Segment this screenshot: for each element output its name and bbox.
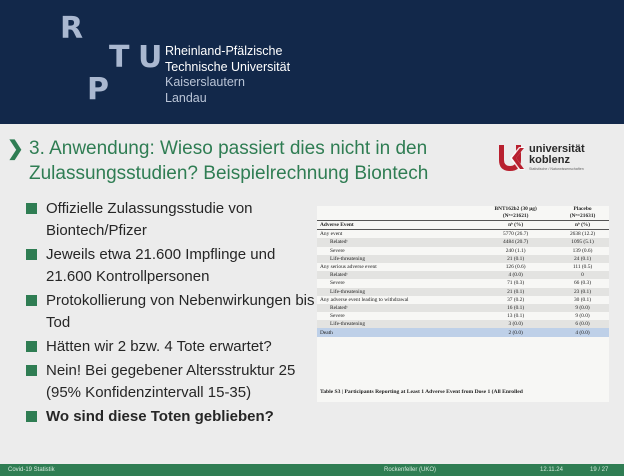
row-bnt-value: 37 (0.2) [507,296,525,303]
bullet-square-icon [26,411,37,422]
table-row [317,320,609,328]
slide-footer [0,464,624,476]
university-name-line4: Landau [165,90,207,105]
row-label: Severe [330,247,345,254]
slide-title-line2: Zulassungsstudien? Beispielrechnung Biontech [29,163,429,184]
table-row [317,255,609,263]
row-placebo-value: 6 (0.0) [556,320,609,328]
bullet-square-icon [26,203,37,214]
row-placebo-value: 24 (0.1) [556,255,609,263]
row-bnt-value: 4484 (20.7) [475,238,556,246]
row-bnt-value: 13 (0.1) [507,313,525,320]
table-row [317,230,609,239]
row-bnt-value: 3 (0.0) [475,320,556,328]
bullet-list [26,198,316,430]
rptu-logo-letter-p: P [87,72,109,107]
uni-koblenz-mark-icon [497,143,525,173]
university-name-line3: Kaiserslautern [165,75,245,89]
bullet-item [26,360,316,404]
row-placebo-value: 30 (0.1) [573,296,592,303]
bullet-item [26,406,316,428]
table-row [317,271,609,279]
table-subheader-row [317,221,609,230]
bullet-text: Hätten wir 2 bzw. 4 Tote erwartet? [46,338,272,355]
row-label: Relatedᶜ [317,304,475,312]
row-bnt-value: 21 (0.1) [475,255,556,263]
row-label: Life-threatening [317,255,475,263]
university-header [0,0,624,124]
table-row [317,288,609,296]
col-header-bnt [475,206,556,221]
bullet-text: Protokollierung von Nebenwirkungen bis Tod [46,292,315,331]
table-row [317,263,609,271]
uni-koblenz-logo [497,143,607,175]
col-header-placebo-line1: Placebo [573,206,592,212]
bullet-square-icon [26,249,37,260]
university-name-line1: Rheinland-Pfälzische [165,44,283,58]
row-label: Relatedᶜ [317,238,475,246]
row-label: Severe [330,313,345,320]
row-placebo-value: 4 (0.0) [556,328,609,336]
subheader-label: Adverse Event [317,221,475,230]
adverse-event-table [317,206,609,402]
bullet-text: Offizielle Zulassungsstudie von Biontech/Pfizer [46,200,253,239]
row-bnt-value: 126 (0.6) [505,264,526,271]
footer-page-number: 19 / 27 [590,467,609,473]
row-label: Any serious adverse event [320,264,377,271]
table-row-death [317,328,609,336]
bullet-item [26,244,316,288]
row-label: Life-threatening [317,288,475,296]
row-bnt-value: 5770 (26.7) [503,231,529,238]
table-row [317,279,609,287]
table-row [317,296,609,304]
row-placebo-value: 1095 (5.1) [556,238,609,246]
table-row [317,238,609,246]
uni-koblenz-wordmark [529,144,585,166]
row-label: Any event [320,231,343,238]
university-name [165,44,290,106]
row-bnt-value: 21 (0.1) [475,288,556,296]
bullet-square-icon [26,295,37,306]
col-header-bnt-line2: (Nᵃ=21621) [502,213,529,219]
row-placebo-value: 9 (0.0) [556,304,609,312]
logo-line1: universität [529,143,585,155]
row-placebo-value: 66 (0.3) [573,280,592,287]
table-row [317,304,609,312]
table-corner [317,206,475,221]
row-placebo-value: 2638 (12.2) [569,231,596,238]
row-label: Life-threatening [317,320,475,328]
bullet-text: Nein! Bei gegebener Altersstruktur 25 (95% Konfidenzintervall 15-35) [46,362,296,401]
row-placebo-value: 111 (0.5) [572,264,593,271]
rptu-logo-letter-r: R [60,11,84,46]
row-bnt-value: 240 (1.1) [505,247,526,254]
bullet-item [26,290,316,334]
row-bnt-value: 2 (0.0) [475,328,556,336]
bullet-square-icon [26,365,37,376]
logo-line2: koblenz [529,154,570,166]
row-bnt-value: 16 (0.1) [475,304,556,312]
row-placebo-value: 139 (0.6) [572,247,593,254]
row-bnt-value: 4 (0.0) [475,271,556,279]
row-label: Death [317,328,475,336]
footer-date: 12.11.24 [540,467,563,473]
bullet-square-icon [26,341,37,352]
university-name-line2: Technische Universität [165,59,291,74]
table-row [317,247,609,255]
slide-title [29,136,489,186]
bullet-item [26,336,316,358]
table-caption: Table S3 | Participants Reporting at Least 1 Adverse Event from Dose 1 (All Enrolled [320,389,523,395]
bullet-text: Jeweils etwa 21.600 Impflinge und 21.600 Kontrollpersonen [46,246,276,285]
row-placebo-value: 0 [556,271,609,279]
row-placebo-value: 9 (0.0) [575,313,590,320]
row-bnt-value: 71 (0.3) [507,280,525,287]
logo-subtitle: Statistische / Naturwissenschaften [529,167,584,171]
row-placebo-value: 23 (0.1) [556,288,609,296]
rptu-logo-letter-u: U [138,40,163,75]
footer-author: Rockenfeller (UKO) [384,467,437,473]
subheader-c2: nᵇ (%) [556,221,609,230]
table-row [317,312,609,320]
bullet-text: Wo sind diese Toten geblieben? [46,408,274,425]
footer-course: Covid-19 Statistik [8,467,55,473]
bullet-item [26,198,316,242]
rptu-logo-letter-t: T [109,40,130,75]
row-label: Any adverse event leading to withdrawal [320,296,409,303]
subheader-c1: nᵇ (%) [475,221,556,230]
col-header-bnt-line1: BNT162b2 (30 μg) [494,206,537,212]
title-chevron-icon: ❯ [7,138,24,160]
row-label: Severe [330,280,345,287]
col-header-placebo [556,206,609,221]
slide-title-line1: 3. Anwendung: Wieso passiert dies nicht in den [29,138,428,159]
col-header-placebo-line2: (Nᵃ=21631) [569,213,596,219]
row-label: Relatedᶜ [317,271,475,279]
